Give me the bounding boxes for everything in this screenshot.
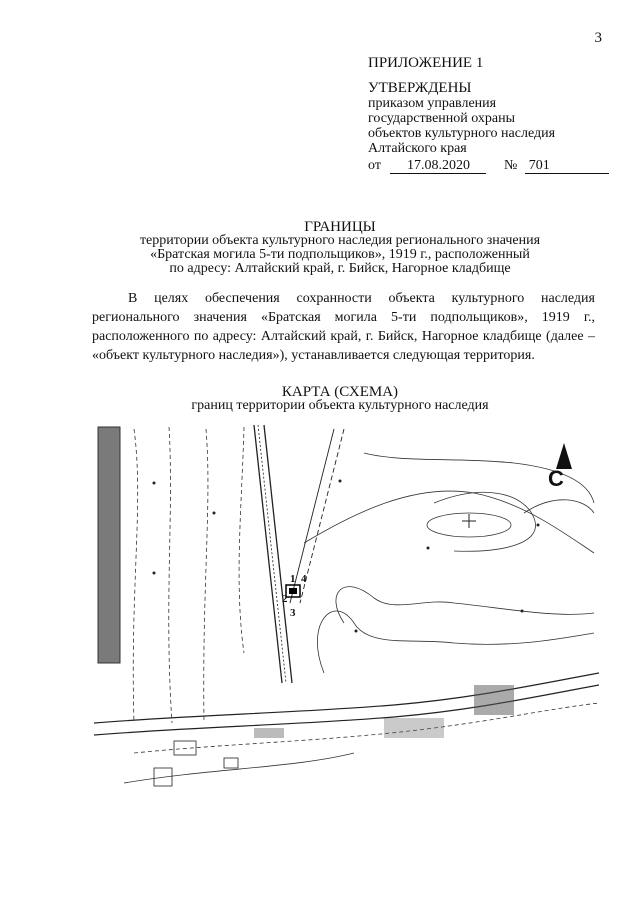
number-prefix: №: [503, 158, 518, 173]
date-prefix: от: [368, 158, 381, 173]
annex-label: ПРИЛОЖЕНИЕ 1: [368, 55, 484, 71]
order-date: 17.08.2020: [390, 159, 486, 174]
map-title: [40, 386, 640, 412]
map-subheading: границ территории объекта культурного наследия: [191, 398, 489, 413]
approval-line: объектов культурного наследия: [368, 126, 556, 141]
title-line: «Братская могила 5-ти подпольщиков», 1919 г., расположенный: [150, 247, 530, 262]
title-heading: ГРАНИЦЫ: [304, 219, 376, 235]
order-number: 701: [525, 159, 609, 174]
approval-line: Алтайского края: [368, 141, 467, 156]
north-label: С: [548, 466, 564, 491]
page-number: 3: [594, 30, 602, 46]
point-label-2: 2: [282, 593, 288, 605]
body-paragraph: В целях обеспечения сохранности объекта культурного наследия регионального значения «Братская могила 5-ти подпольщиков», 1919 г., расположенного по адресу: Алтайский край, г. Бийск, Нагорное кладбище (далее – «объект культурного наследия»), устанавливается следующая территория.: [92, 291, 595, 363]
title-line: по адресу: Алтайский край, г. Бийск, Нагорное кладбище: [169, 261, 511, 276]
approval-block: [368, 56, 608, 174]
map-heading: КАРТА (СХЕМА): [281, 384, 399, 400]
document-title: [40, 220, 640, 276]
point-label-4: 4: [301, 573, 307, 585]
point-label-3: 3: [290, 607, 296, 619]
map-hatched-strip: [98, 427, 120, 663]
point-label-1: 1: [290, 573, 296, 585]
approved-label: УТВЕРЖДЕНЫ: [368, 80, 472, 96]
approval-line: государственной охраны: [368, 111, 516, 126]
approval-line: приказом управления: [368, 96, 497, 111]
order-date-number: [368, 158, 608, 174]
title-line: территории объекта культурного наследия регионального значения: [139, 233, 541, 248]
boundary-map: [94, 423, 599, 828]
